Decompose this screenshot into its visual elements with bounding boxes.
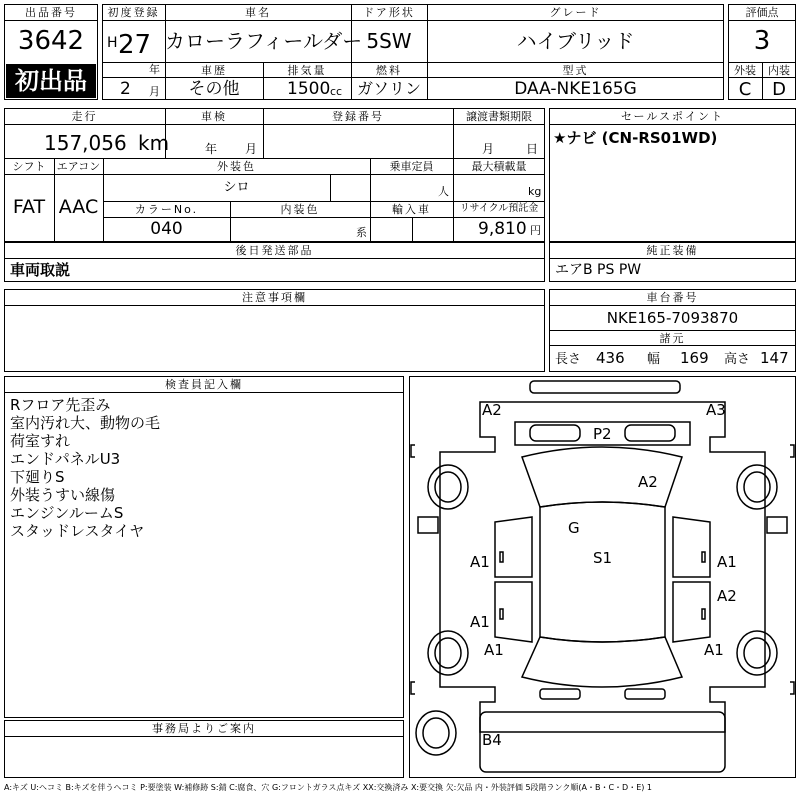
damage-mark: A1 — [717, 553, 737, 571]
grade: ハイブリッド — [516, 29, 635, 53]
length-label: 長さ — [555, 352, 582, 367]
damage-mark: A1 — [470, 613, 490, 631]
shift-label: シフト — [12, 160, 46, 173]
history-label: 車歴 — [201, 64, 227, 77]
interior-grade: D — [772, 79, 786, 100]
reg-month: 2 — [120, 79, 131, 99]
damage-mark: A1 — [704, 641, 724, 659]
inspector-line: エンドパネルU3 — [10, 450, 121, 468]
car-name-label: 車名 — [245, 6, 271, 19]
inspector-notes — [10, 396, 160, 540]
transfer-day-unit: 日 — [526, 142, 539, 156]
notes-label: 注意事項欄 — [242, 291, 307, 304]
model-code: DAA-NKE165G — [514, 79, 637, 99]
inspection-month-unit: 月 — [245, 142, 258, 156]
displacement-label: 排気量 — [287, 64, 327, 77]
inspection-year-unit: 年 — [205, 142, 218, 156]
aircon: AAC — [58, 196, 99, 218]
inspector-line: 荷室すれ — [10, 432, 71, 450]
model-label: 型式 — [562, 64, 589, 77]
displacement-unit: cc — [330, 85, 343, 98]
recycle-fee: 9,810 — [478, 219, 527, 239]
first-sale-badge: 初出品 — [6, 64, 96, 98]
sales-point-label: セールスポイント — [620, 110, 724, 123]
first-registration-label: 初度登録 — [107, 6, 160, 19]
era: H — [107, 35, 118, 51]
inspector-line: 外装うすい線傷 — [10, 486, 116, 504]
car-diagram — [409, 376, 796, 778]
color-number: 040 — [150, 219, 183, 239]
inspector-line: エンジンルームS — [10, 504, 124, 522]
later-parts: 車両取説 — [10, 261, 71, 279]
grade-label: グレード — [549, 6, 602, 19]
damage-mark: A2 — [717, 587, 737, 605]
height: 147 — [760, 349, 789, 367]
car-name: カローラフィールダー — [165, 29, 363, 53]
recycle-label: リサイクル預託金 — [459, 203, 539, 214]
dims-label: 諸元 — [659, 332, 686, 345]
inspector-line: スタッドレスタイヤ — [10, 522, 145, 540]
damage-mark: A2 — [482, 401, 502, 419]
fuel: ガソリン — [356, 79, 421, 98]
color-label: 外装色 — [217, 160, 256, 173]
displacement: 1500 — [287, 79, 331, 99]
lot-number: 3642 — [17, 26, 85, 56]
height-label: 高さ — [724, 352, 751, 367]
month-unit: 月 — [149, 85, 160, 98]
transfer-month-unit: 月 — [482, 142, 495, 156]
fuel-label: 燃料 — [376, 64, 402, 77]
color: シロ — [223, 180, 250, 195]
mileage-label: 走行 — [71, 110, 98, 123]
recycle-unit: 円 — [530, 224, 541, 237]
load-label: 最大積載量 — [471, 160, 527, 173]
width: 169 — [680, 349, 709, 367]
mileage-unit: km — [138, 131, 170, 155]
length: 436 — [596, 349, 625, 367]
chassis-number: NKE165-7093870 — [606, 309, 739, 327]
inspector-line: 下廻りS — [10, 468, 65, 486]
exterior-grade: C — [738, 79, 752, 100]
score-label: 評価点 — [745, 6, 779, 19]
legend: A:キズ U:ヘコミ B:キズを伴うヘコミ P:要塗装 W:補修跡 S:錆 C:腐食、穴 G:フロントガラス点キズ XX:交換済み X:要交換 欠:欠品 内・外装評価 5段階ランク順(A・B・C・D・E) 1 — [4, 783, 653, 792]
later-parts-label: 後日発送部品 — [235, 244, 314, 257]
damage-mark: B4 — [482, 731, 502, 749]
interior-label: 内装 — [768, 64, 790, 77]
damage-mark: A1 — [484, 641, 504, 659]
width-label: 幅 — [647, 352, 661, 367]
inspector-line: 室内汚れ大、動物の毛 — [10, 414, 161, 432]
equipment: エアB PS PW — [555, 262, 642, 278]
history: その他 — [188, 79, 240, 99]
inspector-line: Rフロア先歪み — [10, 396, 111, 414]
details-table — [4, 108, 545, 242]
damage-mark: A1 — [470, 553, 490, 571]
damage-mark: A2 — [638, 473, 658, 491]
sales-point: ★ナビ (CN-RS01WD) — [553, 129, 718, 147]
damage-mark: A3 — [706, 401, 726, 419]
year-unit: 年 — [149, 63, 160, 76]
mileage: 157,056 — [44, 131, 127, 155]
color-number-label: カラーNo. — [134, 203, 199, 216]
inspector-label: 検査員記入欄 — [165, 378, 243, 391]
reg-year: 27 — [118, 30, 152, 60]
chassis-label: 車台番号 — [646, 291, 699, 304]
load-unit: kg — [528, 185, 542, 198]
transfer-deadline-label: 譲渡書類期限 — [466, 110, 532, 123]
interior-color-label: 内装色 — [280, 203, 320, 216]
inspection-label: 車検 — [201, 110, 227, 123]
lot-label: 出品番号 — [25, 6, 77, 19]
damage-mark: S1 — [593, 549, 613, 567]
damage-mark: P2 — [593, 425, 612, 443]
door-label: ドア形状 — [363, 6, 415, 19]
import-label: 輸入車 — [392, 203, 431, 216]
capacity-unit: 人 — [438, 185, 449, 198]
door-type: 5SW — [366, 29, 412, 53]
aircon-label: エアコン — [56, 160, 101, 173]
damage-mark: G — [568, 519, 580, 537]
car-diagram-svg — [410, 377, 795, 777]
score: 3 — [753, 26, 771, 56]
office-label: 事務局よりご案内 — [152, 722, 256, 735]
interior-color-unit: 系 — [356, 226, 367, 239]
exterior-label: 外装 — [734, 64, 756, 77]
capacity-label: 乗車定員 — [389, 160, 434, 173]
plate-label: 登録番号 — [332, 110, 384, 123]
equipment-label: 純正装備 — [646, 244, 699, 257]
shift: FAT — [12, 196, 46, 218]
